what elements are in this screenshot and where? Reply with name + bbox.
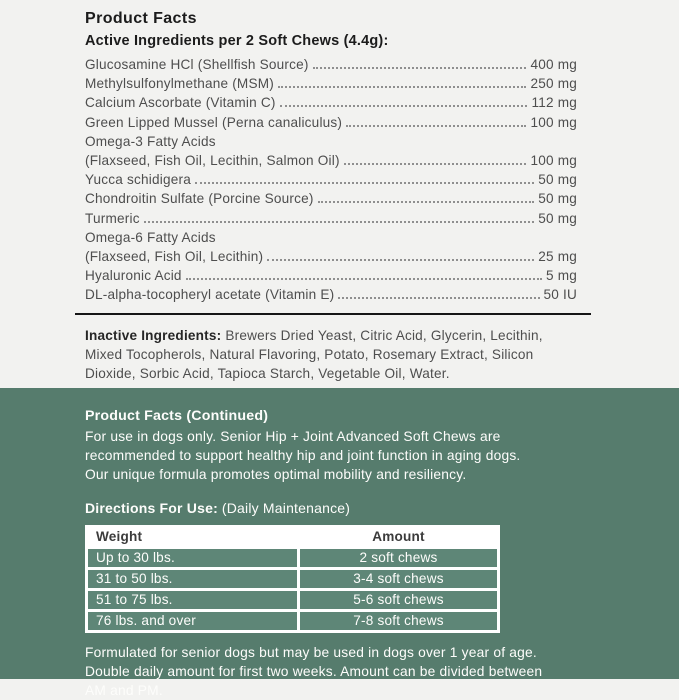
inactive-ingredients-line: Dioxide, Sorbic Acid, Tapioca Starch, Vegetable Oil, Water.: [85, 366, 450, 382]
ingredient-amount: 50 IU: [543, 287, 577, 303]
dotted-leader: [318, 201, 535, 203]
dotted-leader: [278, 86, 526, 88]
ingredient-row: [85, 113, 577, 132]
amount-cell: 7-8 soft chews: [300, 612, 497, 630]
usage-footer: [85, 643, 679, 700]
ingredient-name: Turmeric: [85, 210, 140, 226]
ingredient-group-row: [85, 132, 577, 151]
amount-cell: 2 soft chews: [300, 549, 497, 567]
weight-cell: 76 lbs. and over: [88, 612, 297, 630]
amount-cell: 3-4 soft chews: [300, 570, 497, 588]
dotted-leader: [313, 67, 527, 69]
ingredient-name: (Flaxseed, Fish Oil, Lecithin): [85, 249, 264, 265]
separator-rule: [75, 313, 591, 315]
ingredient-row: [85, 189, 577, 208]
table-row: [88, 549, 497, 567]
dotted-leader: [346, 125, 526, 127]
ingredient-amount: 50 mg: [538, 172, 577, 188]
active-ingredients-heading: Active Ingredients per 2 Soft Chews (4.4g):: [85, 33, 389, 49]
dotted-leader: [195, 182, 534, 184]
ingredient-name: DL-alpha-tocopheryl acetate (Vitamin E): [85, 287, 335, 303]
usage-footer-line: Double daily amount for first two weeks. Amount can be divided between: [85, 663, 543, 679]
usage-intro: [85, 427, 679, 485]
inactive-ingredients-line: Brewers Dried Yeast, Citric Acid, Glycerin, Lecithin,: [225, 327, 543, 343]
usage-footer-line: AM and PM.: [85, 683, 163, 699]
dosage-table: [85, 525, 500, 633]
dotted-leader: [338, 297, 539, 299]
usage-intro-line: For use in dogs only. Senior Hip + Joint Advanced Soft Chews are: [85, 429, 501, 444]
usage-intro-line: recommended to support healthy hip and joint function in aging dogs.: [85, 448, 521, 464]
dosage-table-header-row: [88, 528, 497, 546]
usage-intro-line: Our unique formula promotes optimal mobility and resiliency.: [85, 467, 467, 483]
ingredient-row: [85, 93, 577, 112]
ingredient-name: Yucca schidigera: [85, 172, 191, 188]
ingredient-row: [85, 170, 577, 189]
ingredient-amount: 112 mg: [531, 95, 577, 111]
ingredient-row: [85, 247, 577, 266]
ingredient-amount: 5 mg: [545, 268, 577, 284]
ingredient-row: [85, 285, 577, 304]
directions-note: (Daily Maintenance): [221, 499, 351, 516]
ingredient-row: [85, 55, 577, 74]
ingredient-row: [85, 151, 577, 170]
directions-heading: [85, 499, 679, 517]
ingredient-amount: 25 mg: [538, 249, 577, 265]
dotted-leader: [144, 221, 535, 223]
active-ingredients-list: [85, 55, 577, 305]
ingredient-amount: 400 mg: [530, 57, 577, 72]
ingredient-amount: 50 mg: [538, 210, 577, 226]
table-row: [88, 570, 497, 588]
table-row: [88, 591, 497, 609]
ingredient-row: [85, 74, 577, 93]
weight-cell: 31 to 50 lbs.: [88, 570, 297, 588]
ingredient-name: Chondroitin Sulfate (Porcine Source): [85, 191, 314, 207]
inactive-ingredients-line: Mixed Tocopherols, Natural Flavoring, Potato, Rosemary Extract, Silicon: [85, 347, 534, 363]
ingredient-name: Green Lipped Mussel (Perna canaliculus): [85, 114, 343, 130]
usage-footer-line: Formulated for senior dogs but may be used in dogs over 1 year of age.: [85, 644, 537, 660]
ingredient-name: Methylsulfonylmethane (MSM): [85, 76, 274, 92]
amount-cell: 5-6 soft chews: [300, 591, 497, 609]
inactive-ingredients-label: Inactive Ingredients:: [85, 327, 222, 343]
product-facts-continued-panel: [0, 388, 679, 699]
ingredient-name: Hyaluronic Acid: [85, 268, 182, 284]
ingredient-row: [85, 209, 577, 228]
ingredient-amount: 100 mg: [530, 153, 577, 169]
ingredient-name: Omega-6 Fatty Acids: [85, 229, 216, 245]
panel-title: Product Facts: [85, 10, 197, 27]
dotted-leader: [344, 163, 527, 165]
directions-label: Directions For Use:: [85, 499, 218, 516]
table-row: [88, 612, 497, 630]
amount-column-header: Amount: [300, 528, 497, 546]
continued-title: Product Facts (Continued): [85, 408, 269, 424]
ingredient-name: Glucosamine HCl (Shellfish Source): [85, 57, 309, 72]
ingredient-amount: 250 mg: [530, 76, 577, 92]
ingredient-amount: 100 mg: [530, 114, 577, 130]
dotted-leader: [280, 105, 528, 107]
inactive-ingredients: [85, 326, 590, 384]
weight-cell: Up to 30 lbs.: [88, 549, 297, 567]
ingredient-amount: 50 mg: [538, 191, 577, 207]
dotted-leader: [267, 259, 534, 261]
ingredient-name: Omega-3 Fatty Acids: [85, 133, 216, 149]
weight-cell: 51 to 75 lbs.: [88, 591, 297, 609]
ingredient-group-row: [85, 228, 577, 247]
dotted-leader: [186, 278, 542, 280]
ingredient-name: Calcium Ascorbate (Vitamin C): [85, 95, 276, 111]
weight-column-header: Weight: [88, 528, 297, 546]
ingredient-name: (Flaxseed, Fish Oil, Lecithin, Salmon Oil): [85, 153, 340, 169]
ingredient-row: [85, 266, 577, 285]
